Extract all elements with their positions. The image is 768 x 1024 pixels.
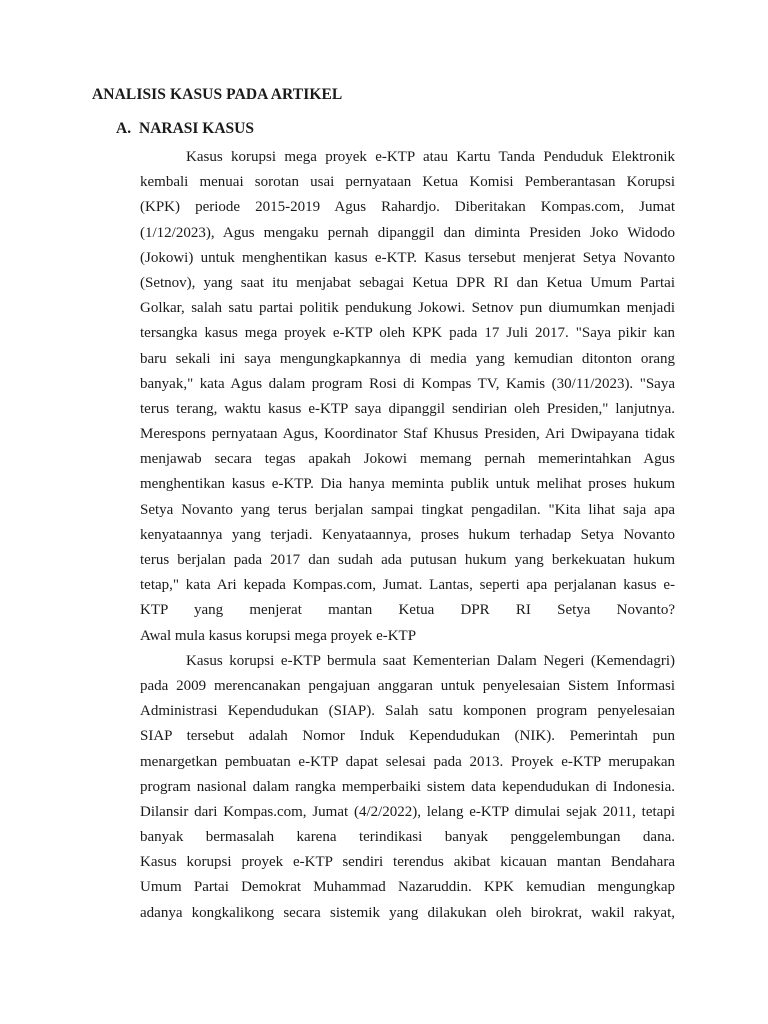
paragraph-line: Kasus korupsi proyek e-KTP sendiri terendus akibat kicauan mantan Bendahara: [140, 854, 675, 871]
paragraph-line: terus terang, waktu kasus e-KTP saya dipanggil sendirian oleh Presiden," lanjutnya.: [140, 400, 675, 417]
paragraph-line: tetap," kata Ari kepada Kompas.com, Jumat. Lantas, seperti apa perjalanan kasus e-: [140, 577, 675, 594]
paragraph-line: SIAP tersebut adalah Nomor Induk Kependudukan (NIK). Pemerintah pun: [140, 728, 675, 745]
document-title: ANALISIS KASUS PADA ARTIKEL: [92, 86, 343, 103]
paragraph-line: (Jokowi) untuk menghentikan kasus e-KTP. Kasus tersebut menjerat Setya Novanto: [140, 249, 675, 266]
section-heading: [116, 120, 254, 138]
paragraph-line: menghentikan kasus e-KTP. Dia hanya meminta publik untuk melihat proses hukum: [140, 476, 675, 493]
paragraph-line: adanya kongkalikong secara sistemik yang dilakukan oleh birokrat, wakil rakyat,: [140, 904, 675, 921]
paragraph-line: Kasus korupsi mega proyek e-KTP atau Kartu Tanda Penduduk Elektronik: [186, 149, 675, 165]
paragraph-line: tersangka kasus mega proyek e-KTP oleh KPK pada 17 Juli 2017. "Saya pikir kan: [140, 325, 675, 342]
paragraph-line: (KPK) periode 2015-2019 Agus Rahardjo. Diberitakan Kompas.com, Jumat: [140, 199, 675, 216]
paragraph-line: pada 2009 merencanakan pengajuan anggaran untuk penyelesaian Sistem Informasi: [140, 677, 675, 694]
paragraph-line: Merespons pernyataan Agus, Koordinator Staf Khusus Presiden, Ari Dwipayana tidak: [140, 426, 675, 443]
paragraph-line: Golkar, salah satu partai politik pendukung Jokowi. Setnov pun diumumkan menjadi: [140, 300, 675, 317]
paragraph-line: KTP yang menjerat mantan Ketua DPR RI Setya Novanto?: [140, 602, 675, 619]
section-title: NARASI KASUS: [139, 120, 254, 137]
paragraph-line: Kasus korupsi e-KTP bermula saat Kementerian Dalam Negeri (Kemendagri): [186, 652, 675, 669]
paragraph-line: Umum Partai Demokrat Muhammad Nazaruddin. KPK kemudian mengungkap: [140, 879, 675, 896]
paragraph-line: kenyataannya yang terjadi. Kenyataannya, proses hukum terhadap Setya Novanto: [140, 526, 675, 543]
paragraph-line: Setya Novanto yang terus berjalan sampai tingkat pengadilan. "Kita lihat saja apa: [140, 501, 675, 518]
paragraph-line: (1/12/2023), Agus mengaku pernah dipanggil dan diminta Presiden Joko Widodo: [140, 224, 675, 241]
paragraph-line: menargetkan pembuatan e-KTP dapat selesai pada 2013. Proyek e-KTP merupakan: [140, 753, 675, 770]
paragraph-line: kembali menuai sorotan usai pernyataan Ketua Komisi Pemberantasan Korupsi: [140, 174, 675, 191]
paragraph-line: menjawab secara tegas apakah Jokowi memang pernah memerintahkan Agus: [140, 451, 675, 468]
paragraph-line: banyak bermasalah karena terindikasi banyak penggelembungan dana.: [140, 829, 675, 846]
paragraph-line: terus berjalan pada 2017 dan sudah ada putusan hukum yang berkekuatan hukum: [140, 552, 675, 568]
section-number: A.: [116, 120, 132, 137]
paragraph-line: baru sekali ini saya mengungkapkannya di media yang kemudian ditonton orang: [140, 350, 675, 367]
subheading-line: Awal mula kasus korupsi mega proyek e-KTP: [140, 627, 417, 644]
paragraph-line: Administrasi Kependudukan (SIAP). Salah satu komponen program penyelesaian: [140, 703, 675, 720]
paragraph-line: Dilansir dari Kompas.com, Jumat (4/2/2022), lelang e-KTP dimulai sejak 2011, tetapi: [140, 803, 675, 820]
paragraph-line: program nasional dalam rangka memperbaiki sistem data kependudukan di Indonesia.: [140, 778, 675, 795]
paragraph-line: (Setnov), yang saat itu menjabat sebagai Ketua DPR RI dan Ketua Umum Partai: [140, 274, 675, 291]
document-body: [140, 145, 675, 926]
paragraph-line: banyak," kata Agus dalam program Rosi di Kompas TV, Kamis (30/11/2023). "Saya: [140, 375, 675, 392]
